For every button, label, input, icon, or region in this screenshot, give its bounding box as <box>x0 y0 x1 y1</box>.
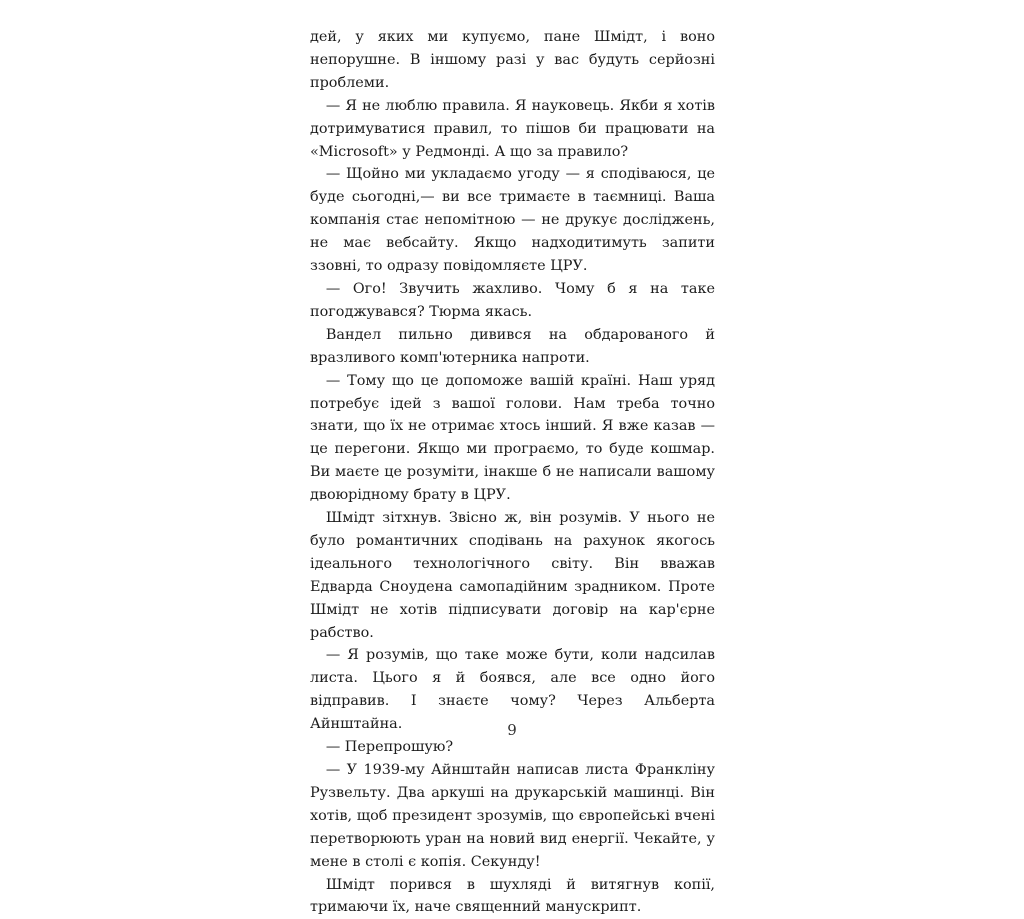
book-page-text <box>310 26 715 919</box>
paragraph-8: — Я розумів, що таке може бути, коли надсилав листа. Цього я й боявся, але все одно його відправив. І знаєте чому? Через Альберта Айнштайна. <box>310 647 715 733</box>
paragraph-3: — Щойно ми укладаємо угоду — я сподіваюся, це буде сьогодні,— ви все тримаєте в таємниці. Ваша компанія стає непомітною — не друкує досліджень, не має вебсайту. Якщо надходитимуть запити ззовні, то одразу повідомляєте ЦРУ. <box>310 166 715 275</box>
paragraph-1: дей, у яких ми купуємо, пане Шмідт, і воно непорушне. В іншому разі у вас будуть серйозні проблеми. <box>310 29 715 91</box>
paragraph-11: Шмідт порився в шухляді й витягнув копії, тримаючи їх, наче священний манускрипт. <box>310 876 715 916</box>
paragraph-7: Шмідт зітхнув. Звісно ж, він розумів. У нього не було романтичних сподівань на рахунок якогось ідеального технологічного світу. Він вважав Едварда Сноудена самопадійним зрадником. Проте Шмідт не хотів підписувати договір на кар'єрне рабство. <box>310 510 715 641</box>
paragraph-4: — Ого! Звучить жахливо. Чому б я на таке погоджувався? Тюрма якась. <box>310 280 715 320</box>
paragraph-10: — У 1939-му Айнштайн написав листа Франкліну Рузвельту. Два аркуші на друкарській машинці. Він хотів, щоб президент зрозумів, що європейські вчені перетворюють уран на новий вид енергії. Чекайте, у мене в столі є копія. Секунду! <box>310 762 715 870</box>
paragraph-6: — Тому що це допоможе вашій країні. Наш уряд потребує ідей з вашої голови. Нам треба точно знати, що їх не отримає хтось інший. Я вже казав — це перегони. Якщо ми програємо, то буде кошмар. Ви маєте це розуміти, інакше б не написали вашому двоюрідному брату в ЦРУ. <box>310 372 715 504</box>
paragraph-2: — Я не люблю правила. Я науковець. Якби я хотів дотримуватися правил, то пішов би працювати на «Microsoft» у Редмонді. А що за правило? <box>310 97 715 160</box>
paragraph-5: Вандел пильно дивився на обдарованого й вразливого комп'ютерника напроти. <box>310 326 715 366</box>
page-number: 9 <box>507 721 517 739</box>
paragraph-9: — Перепрошую? <box>325 739 454 756</box>
